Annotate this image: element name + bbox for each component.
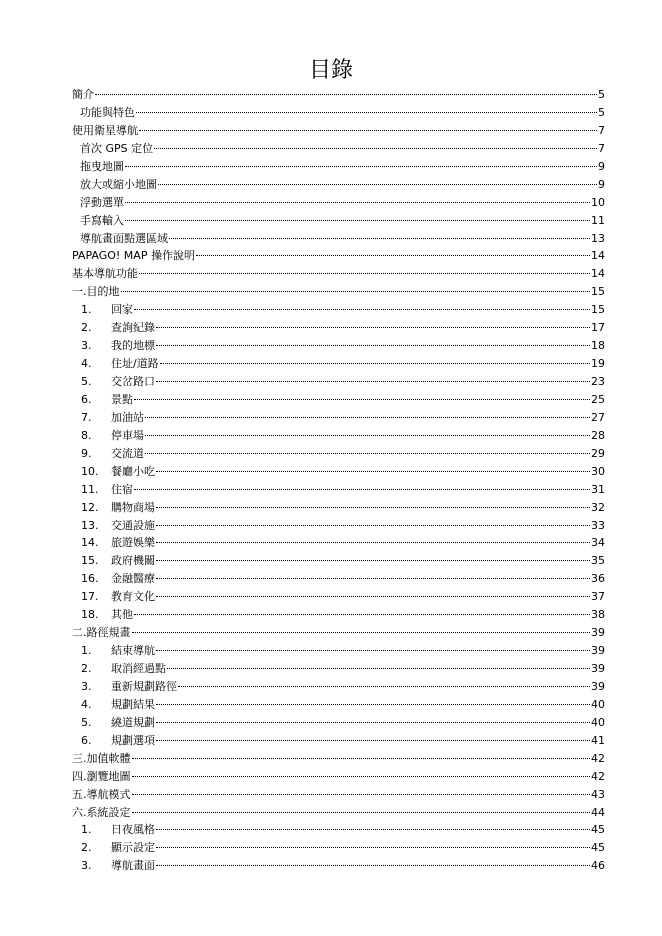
- toc-entry[interactable]: [72, 499, 605, 517]
- toc-entry[interactable]: [72, 409, 605, 427]
- toc-entry-title: 查詢紀錄: [111, 321, 155, 335]
- toc-entry-page: 14: [591, 249, 605, 263]
- toc-entry[interactable]: [72, 534, 605, 552]
- toc-entry[interactable]: [72, 86, 605, 104]
- dot-leader: [125, 202, 590, 203]
- dot-leader: [125, 220, 590, 221]
- dot-leader: [156, 847, 590, 848]
- toc-entry[interactable]: [72, 427, 605, 445]
- toc-entry-number: 2.: [81, 321, 92, 335]
- toc-entry[interactable]: [72, 588, 605, 606]
- dot-leader: [139, 273, 590, 274]
- dot-leader: [156, 829, 590, 830]
- toc-entry-page: 42: [591, 751, 605, 765]
- toc-entry-page: 36: [591, 572, 605, 586]
- toc-entry[interactable]: [72, 624, 605, 642]
- toc-entry[interactable]: [72, 140, 605, 158]
- toc-entry-number: 3.: [81, 679, 92, 693]
- toc-entry-title: 購物商場: [111, 500, 155, 514]
- toc-entry-page: 39: [591, 662, 605, 675]
- toc-entry-title: 重新規劃路徑: [111, 679, 177, 693]
- toc-entry-page: 39: [591, 626, 605, 640]
- toc-entry[interactable]: [72, 750, 605, 768]
- toc-entry[interactable]: [72, 839, 605, 857]
- toc-entry-title: 簡介: [72, 88, 94, 101]
- toc-entry-page: 5: [598, 88, 605, 101]
- toc-entry-number: 6.: [81, 733, 92, 747]
- toc-entry-title: PAPAGO! MAP 操作說明: [72, 249, 195, 263]
- toc-entry-page: 27: [591, 410, 605, 424]
- toc-entry-title: 日夜風格: [111, 823, 155, 837]
- dot-leader: [134, 614, 590, 615]
- toc-entry-title: 繞道規劃: [111, 715, 155, 729]
- dot-leader: [178, 686, 590, 687]
- dot-leader: [95, 94, 597, 95]
- toc-entry[interactable]: [72, 194, 605, 212]
- table-of-contents: [72, 86, 605, 875]
- toc-entry-page: 40: [591, 715, 605, 729]
- dot-leader: [156, 507, 590, 508]
- toc-entry-number: 11.: [81, 482, 99, 496]
- toc-entry-number: 7.: [81, 410, 92, 424]
- toc-entry-title: 浮動選單: [80, 195, 124, 209]
- toc-entry-page: 45: [591, 823, 605, 837]
- dot-leader: [167, 668, 590, 669]
- dot-leader: [132, 776, 591, 777]
- dot-leader: [134, 309, 590, 310]
- toc-entry-page: 32: [591, 500, 605, 514]
- toc-entry-number: 13.: [81, 518, 99, 532]
- dot-leader: [160, 363, 590, 364]
- toc-entry-title: 交通設施: [111, 518, 155, 532]
- toc-entry[interactable]: [72, 247, 605, 265]
- toc-entry-number: 4.: [81, 697, 92, 711]
- toc-entry[interactable]: [72, 391, 605, 409]
- toc-entry-page: 45: [591, 841, 605, 855]
- toc-entry[interactable]: [72, 265, 605, 283]
- toc-entry-page: 5: [598, 105, 605, 119]
- toc-entry-page: 33: [591, 518, 605, 532]
- toc-entry-page: 37: [591, 590, 605, 604]
- dot-leader: [156, 327, 590, 328]
- toc-entry[interactable]: [72, 104, 605, 122]
- toc-entry-page: 9: [598, 159, 605, 173]
- toc-entry[interactable]: [72, 768, 605, 786]
- toc-entry-number: 2.: [81, 662, 92, 675]
- toc-entry-title: 手寫輸入: [80, 213, 124, 227]
- toc-entry[interactable]: [72, 122, 605, 140]
- toc-entry-number: 1.: [81, 644, 92, 658]
- toc-entry-title: 我的地標: [111, 339, 155, 353]
- toc-entry-number: 3.: [81, 339, 92, 353]
- toc-entry-title: 結束導航: [111, 644, 155, 658]
- toc-entry-number: 12.: [81, 500, 99, 514]
- dot-leader: [132, 632, 591, 633]
- toc-entry-title: 加油站: [111, 410, 144, 424]
- toc-entry[interactable]: [72, 857, 605, 875]
- toc-entry-page: 44: [591, 805, 605, 819]
- toc-entry[interactable]: [72, 821, 605, 839]
- dot-leader: [169, 238, 590, 239]
- dot-leader: [136, 112, 597, 113]
- toc-entry[interactable]: [72, 337, 605, 355]
- toc-entry-title: 回家: [111, 303, 133, 317]
- toc-entry-title: 規劃結果: [111, 697, 155, 711]
- dot-leader: [156, 560, 590, 561]
- toc-entry-number: 17.: [81, 590, 99, 604]
- toc-entry-page: 18: [591, 339, 605, 353]
- toc-entry[interactable]: [72, 552, 605, 570]
- toc-entry-title: 功能與特色: [80, 105, 135, 119]
- toc-entry[interactable]: [72, 445, 605, 463]
- toc-entry-title: 三.加值軟體: [72, 751, 131, 765]
- toc-entry[interactable]: [72, 212, 605, 230]
- dot-leader: [145, 435, 590, 436]
- toc-entry-page: 43: [591, 787, 605, 801]
- toc-entry-title: 金融醫療: [111, 572, 155, 586]
- toc-entry-title: 取消經過點: [111, 662, 166, 675]
- toc-entry[interactable]: [72, 517, 605, 535]
- toc-entry-page: 15: [591, 303, 605, 317]
- toc-entry-title: 拖曳地圖: [80, 159, 124, 173]
- toc-entry-number: 6.: [81, 392, 92, 406]
- toc-entry-page: 34: [591, 536, 605, 550]
- toc-entry-page: 40: [591, 697, 605, 711]
- toc-entry[interactable]: [72, 230, 605, 248]
- toc-entry-page: 7: [598, 141, 605, 155]
- toc-entry-number: 14.: [81, 536, 99, 550]
- toc-entry[interactable]: [72, 373, 605, 391]
- toc-entry-title: 六.系統設定: [72, 805, 131, 819]
- dot-leader: [156, 740, 590, 741]
- toc-entry[interactable]: [72, 570, 605, 588]
- toc-entry-page: 39: [591, 679, 605, 693]
- toc-entry-number: 5.: [81, 715, 92, 729]
- toc-entry[interactable]: [72, 786, 605, 804]
- toc-entry-number: 9.: [81, 446, 92, 460]
- dot-leader: [154, 148, 597, 149]
- dot-leader: [156, 471, 590, 472]
- toc-entry[interactable]: [72, 463, 605, 481]
- toc-entry-title: 導航畫面點選區域: [80, 231, 168, 245]
- dot-leader: [132, 812, 591, 813]
- dot-leader: [125, 166, 597, 167]
- toc-entry[interactable]: [72, 481, 605, 499]
- toc-entry-page: 9: [598, 177, 605, 191]
- toc-entry-title: 其他: [111, 608, 133, 622]
- dot-leader: [134, 489, 590, 490]
- toc-entry-page: 29: [591, 446, 605, 460]
- toc-entry-title: 政府機關: [111, 554, 155, 568]
- toc-entry-page: 10: [591, 195, 605, 209]
- dot-leader: [132, 758, 591, 759]
- dot-leader: [158, 184, 597, 185]
- toc-entry-page: 35: [591, 554, 605, 568]
- toc-entry-title: 首次 GPS 定位: [80, 141, 154, 155]
- toc-entry-number: 18.: [81, 608, 99, 622]
- toc-entry-title: 交流道: [111, 446, 144, 460]
- toc-entry-page: 25: [591, 392, 605, 406]
- toc-entry-page: 30: [591, 464, 605, 478]
- toc-entry-title: 使用衛星導航: [72, 123, 138, 137]
- toc-entry[interactable]: [72, 678, 605, 696]
- dot-leader: [134, 399, 590, 400]
- dot-leader: [156, 525, 590, 526]
- dot-leader: [139, 130, 597, 131]
- toc-entry-page: 17: [591, 321, 605, 335]
- toc-entry-title: 五.導航模式: [72, 787, 131, 801]
- dot-leader: [156, 865, 590, 866]
- toc-entry-page: 39: [591, 644, 605, 658]
- toc-entry-title: 教育文化: [111, 590, 155, 604]
- toc-entry[interactable]: [72, 642, 605, 660]
- toc-entry-page: 38: [591, 608, 605, 622]
- toc-entry-page: 41: [591, 733, 605, 747]
- page-title: 目錄: [308, 58, 353, 83]
- toc-entry-title: 餐廳小吃: [111, 464, 155, 478]
- dot-leader: [156, 704, 590, 705]
- toc-entry-number: 2.: [81, 841, 92, 855]
- toc-entry-page: 23: [591, 375, 605, 388]
- toc-entry[interactable]: [72, 301, 605, 319]
- dot-leader: [121, 291, 591, 292]
- toc-entry[interactable]: [72, 660, 605, 678]
- toc-entry[interactable]: [72, 732, 605, 750]
- toc-entry-number: 8.: [81, 428, 92, 442]
- toc-entry-page: 11: [591, 213, 605, 227]
- toc-entry-page: 42: [591, 769, 605, 783]
- toc-entry-page: 19: [591, 357, 605, 371]
- toc-entry-title: 交岔路口: [111, 375, 155, 388]
- dot-leader: [145, 417, 590, 418]
- toc-entry-number: 4.: [81, 357, 92, 371]
- dot-leader: [196, 255, 590, 256]
- toc-entry[interactable]: [72, 158, 605, 176]
- dot-leader: [156, 650, 590, 651]
- toc-entry-title: 一.目的地: [72, 285, 120, 299]
- toc-entry-number: 5.: [81, 375, 92, 388]
- toc-entry-number: 1.: [81, 303, 92, 317]
- toc-entry[interactable]: [72, 176, 605, 194]
- toc-entry-page: 28: [591, 428, 605, 442]
- dot-leader: [132, 794, 591, 795]
- toc-entry-number: 10.: [81, 464, 99, 478]
- toc-entry-title: 二.路徑規畫: [72, 626, 131, 640]
- toc-entry-title: 四.瀏覽地圖: [72, 769, 131, 783]
- toc-entry-title: 住宿: [111, 482, 133, 496]
- toc-entry[interactable]: [72, 355, 605, 373]
- toc-entry-title: 顯示設定: [111, 841, 155, 855]
- dot-leader: [145, 453, 590, 454]
- toc-entry-title: 基本導航功能: [72, 267, 138, 281]
- toc-entry[interactable]: [72, 804, 605, 822]
- toc-entry[interactable]: [72, 714, 605, 732]
- toc-entry[interactable]: [72, 696, 605, 714]
- dot-leader: [156, 542, 590, 543]
- toc-entry-number: 3.: [81, 859, 92, 873]
- toc-entry-title: 旅遊娛樂: [111, 536, 155, 550]
- dot-leader: [156, 578, 590, 579]
- dot-leader: [156, 596, 590, 597]
- toc-entry[interactable]: [72, 319, 605, 337]
- toc-entry-title: 景點: [111, 392, 133, 406]
- toc-entry-title: 住址/道路: [111, 357, 159, 371]
- dot-leader: [156, 381, 590, 382]
- toc-entry-number: 1.: [81, 823, 92, 837]
- toc-entry-title: 放大或縮小地圖: [80, 177, 157, 191]
- toc-entry-title: 停車場: [111, 428, 144, 442]
- toc-entry-page: 13: [591, 231, 605, 245]
- toc-entry-page: 31: [591, 482, 605, 496]
- toc-entry[interactable]: [72, 606, 605, 624]
- dot-leader: [156, 345, 590, 346]
- toc-entry-number: 16.: [81, 572, 99, 586]
- toc-entry-number: 15.: [81, 554, 99, 568]
- toc-entry[interactable]: [72, 283, 605, 301]
- toc-entry-title: 規劃選項: [111, 733, 155, 747]
- dot-leader: [156, 722, 590, 723]
- toc-entry-title: 導航畫面: [111, 859, 155, 873]
- toc-entry-page: 14: [591, 267, 605, 281]
- toc-entry-page: 7: [598, 123, 605, 137]
- toc-entry-page: 46: [591, 859, 605, 873]
- toc-entry-page: 15: [591, 285, 605, 299]
